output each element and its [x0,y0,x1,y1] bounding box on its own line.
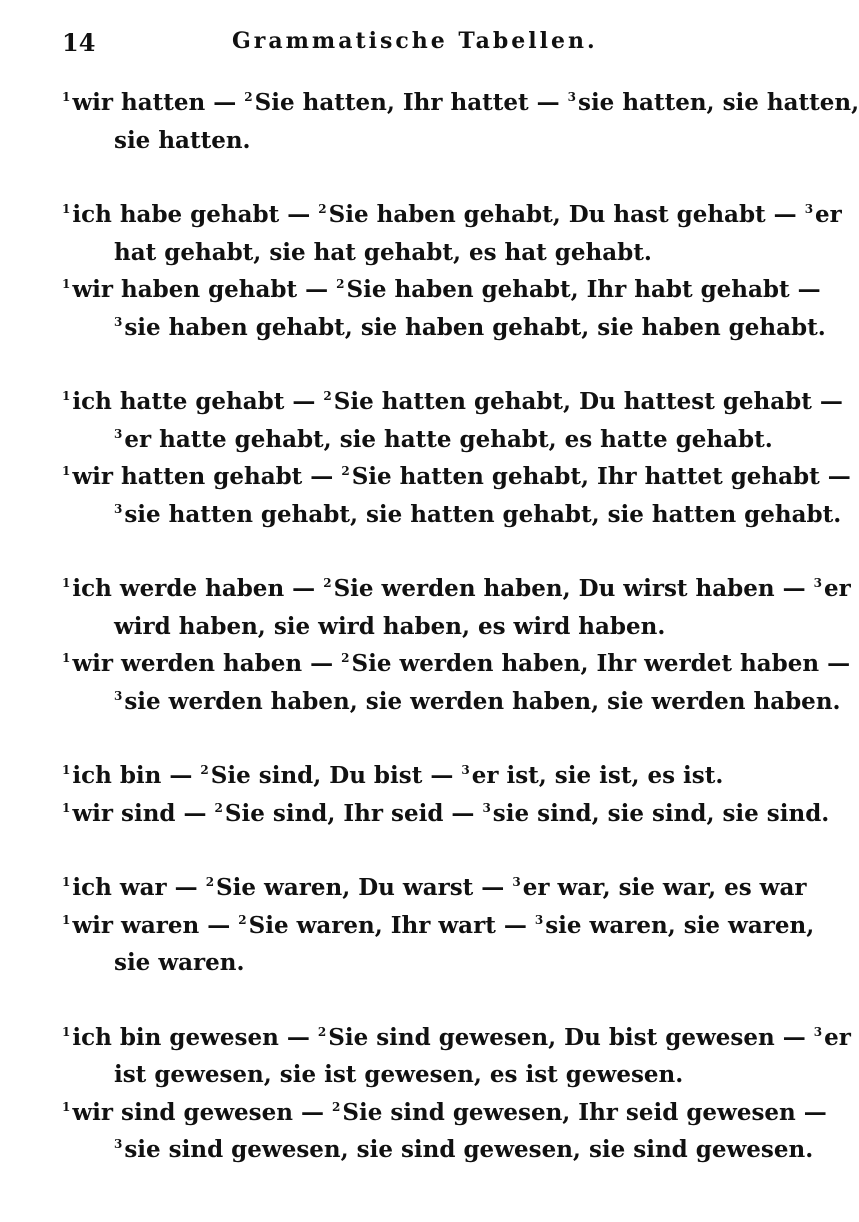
person-number: 1 [62,277,71,291]
person-number: 1 [62,763,71,777]
person-number: 3 [567,90,576,104]
text-line [62,496,842,534]
block-gap [62,159,742,196]
verb-form: Sie sind gewesen, Du bist gewesen — [328,1023,806,1051]
conjugation-block [62,869,815,982]
verb-form: wir hatten — [72,89,237,116]
person-number: 1 [62,875,71,889]
person-number: 3 [114,1137,123,1151]
person-number: 1 [62,1099,71,1114]
conjugation-block [62,570,851,720]
block-gap [62,832,742,869]
text-line [62,271,821,309]
text-line [62,1131,814,1169]
text-line [62,683,841,721]
text-line [62,458,851,496]
verb-form: hat gehabt, sie hat gehabt, es hat gehabt. [114,238,652,266]
person-number: 2 [317,1024,327,1039]
page-number: 14 [62,28,96,57]
person-number: 3 [813,576,822,590]
verb-form: ich bin — [72,762,193,789]
person-number: 1 [62,202,71,216]
person-number: 2 [323,576,332,590]
verb-form: Sie waren, Du warst — [216,874,505,901]
verb-form: sie hatten, sie hatten, [578,89,859,116]
verb-form: Sie haben gehabt, Ihr habt gehabt — [346,276,821,303]
text-line [62,84,859,122]
conjugation-block [62,196,842,346]
person-number: 2 [332,1099,341,1114]
person-number: 1 [62,576,71,590]
conjugation-block [62,383,851,533]
person-number: 2 [244,90,253,104]
verb-form: wird haben, sie wird haben, es wird haben. [114,612,666,640]
verb-form: er hatte gehabt, sie hatte gehabt, es hatte gehabt. [124,425,773,453]
verb-form: Sie waren, Ihr wart — [248,911,527,939]
verb-form: sie hatten gehabt, sie hatten gehabt, sie hatten gehabt. [124,500,842,528]
verb-form: ich bin gewesen — [72,1023,310,1051]
text-line [62,421,773,459]
person-number: 1 [62,464,71,478]
verb-form: wir hatten gehabt — [72,463,334,490]
text-line [62,122,742,160]
text-line [62,757,742,795]
person-number: 3 [461,763,470,777]
person-number: 3 [804,202,814,216]
person-number: 1 [62,651,71,665]
block-gap [62,346,742,383]
person-number: 3 [512,875,521,889]
verb-form: er ist, sie ist, es ist. [471,762,724,789]
verb-form: Sie sind, Du bist — [210,762,454,789]
verb-form: Sie hatten gehabt, Du hattest gehabt — [333,388,843,415]
person-number: 1 [62,389,71,403]
verb-form: er [815,201,842,228]
verb-form: Sie hatten, Ihr hattet — [254,89,560,116]
verb-form: sie hatten. [114,126,251,154]
verb-form: Sie hatten gehabt, Ihr hattet gehabt — [351,463,851,490]
person-number: 2 [238,912,247,927]
person-number: 2 [200,763,209,777]
verb-form: ich hatte gehabt — [72,388,316,415]
text-line [62,907,815,945]
page-header [62,28,734,64]
verb-form: wir sind — [72,799,207,827]
verb-form: ist gewesen, sie ist gewesen, es ist gewesen. [114,1061,684,1088]
person-number: 3 [534,912,544,927]
person-number: 2 [205,875,215,889]
text-line [62,795,830,833]
person-number: 2 [336,277,345,291]
verb-form: sie haben gehabt, sie haben gehabt, sie haben gehabt. [124,313,826,341]
person-number: 2 [323,389,332,403]
person-number: 3 [114,501,123,516]
person-number: 3 [114,688,123,703]
block-gap [62,533,742,570]
verb-form: Sie sind, Ihr seid — [224,799,475,827]
block-gap [62,982,742,1019]
verb-form: wir waren — [72,911,231,939]
verb-form: wir haben gehabt — [72,276,329,303]
text-line [62,1056,742,1094]
verb-form: wir sind gewesen — [72,1098,324,1126]
verb-form: sie waren. [114,949,245,976]
verb-form: er war, sie war, es war [522,874,807,901]
conjugation-block [62,757,830,832]
person-number: 2 [318,202,327,216]
text-line [62,383,843,421]
person-number: 1 [62,1024,71,1039]
person-number: 3 [482,800,491,815]
text-line [62,196,842,234]
verb-form: sie werden haben, sie werden haben, sie werden haben. [124,687,841,715]
conjugation-block [62,84,859,159]
person-number: 1 [62,90,71,104]
running-title: Grammatische Tabellen. [232,28,598,54]
text-line [62,869,807,907]
person-number: 1 [62,912,71,927]
verb-form: Sie haben gehabt, Du hast gehabt — [328,201,797,228]
verb-form: sie waren, sie waren, [545,911,815,939]
verb-form: Sie sind gewesen, Ihr seid gewesen — [342,1098,827,1126]
person-number: 2 [341,651,350,665]
text-line [62,234,742,272]
verb-form: er [824,1023,851,1051]
person-number: 2 [214,800,223,815]
verb-form: wir werden haben — [72,650,334,677]
person-number: 2 [341,464,350,478]
person-number: 3 [813,1024,823,1039]
text-line [62,1019,851,1057]
text-line [62,309,826,347]
text-line [62,1094,827,1132]
person-number: 3 [114,426,123,441]
conjugation-table [62,84,859,1169]
verb-form: Sie werden haben, Du wirst haben — [333,575,806,602]
verb-form: ich habe gehabt — [72,201,311,228]
text-line [62,608,742,646]
person-number: 3 [114,314,123,329]
text-line [62,944,742,982]
text-line [62,645,851,683]
verb-form: ich war — [72,874,198,901]
verb-form: Sie werden haben, Ihr werdet haben — [351,650,851,677]
verb-form: sie sind gewesen, sie sind gewesen, sie sind gewesen. [124,1136,814,1163]
verb-form: sie sind, sie sind, sie sind. [492,799,830,827]
block-gap [62,720,742,757]
conjugation-block [62,1019,851,1169]
verb-form: er [823,575,851,602]
verb-form: ich werde haben — [72,575,316,602]
text-line [62,570,851,608]
person-number: 1 [62,800,71,815]
